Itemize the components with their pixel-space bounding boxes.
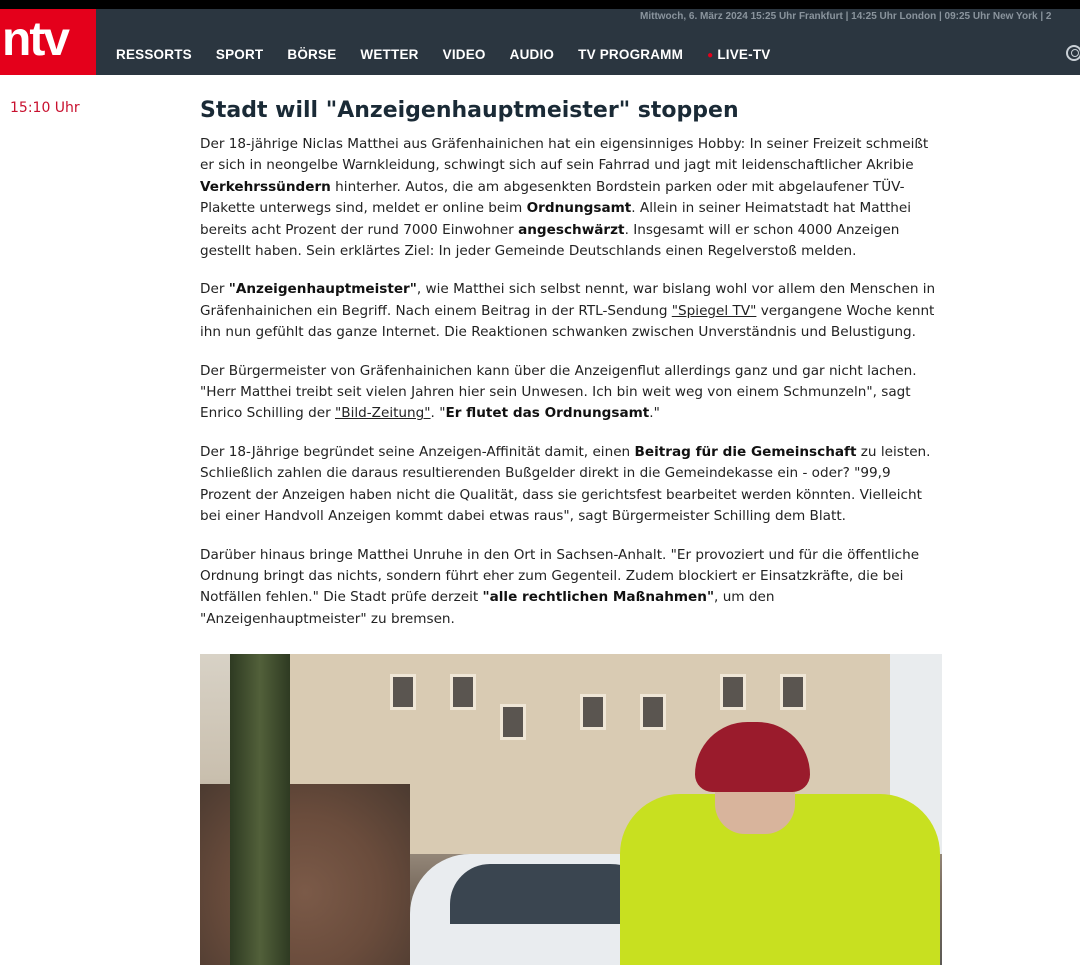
nav-item-live-tv[interactable]	[695, 47, 782, 62]
spiegel-tv-link[interactable]: "Spiegel TV"	[671, 302, 757, 319]
article-body	[200, 96, 942, 647]
bold-text: Er flutet das Ordnungsamt	[445, 405, 650, 422]
nav-item-tv-programm[interactable]: TV PROGRAMM	[578, 47, 684, 62]
text: , wie Matthei sich selbst nennt, war bislang wohl vor allem den Menschen in Gräfenhainichen ein Begriff. Nach einem Beitrag in der RTL-Sendung	[200, 281, 936, 319]
nav-item-ressorts[interactable]: RESSORTS	[116, 47, 192, 62]
photo-window	[780, 674, 806, 710]
site-header	[0, 9, 1080, 75]
text: vergangene Woche kennt ihn nun gefühlt das ganze Internet. Die Reaktionen schwanken zwischen Unverständnis und Belustigung.	[200, 302, 935, 341]
text: hinterher. Autos, die am abgesenkten Bordstein parken oder mit abgelaufener TÜV-Plakette unterwegs sind, meldet er online beim	[200, 178, 905, 217]
nav-item-wetter[interactable]: WETTER	[360, 47, 419, 62]
article-time: 15:10 Uhr	[10, 100, 80, 116]
bild-zeitung-link[interactable]: "Bild-Zeitung"	[334, 405, 431, 422]
live-tv-label: LIVE-TV	[717, 47, 771, 62]
article-paragraph-3	[200, 361, 942, 425]
article-photo[interactable]	[200, 654, 942, 965]
text: ."	[649, 405, 660, 422]
photo-window	[500, 704, 526, 740]
text: Der 18-jährige Niclas Matthei aus Gräfenhainichen hat ein eigensinniges Hobby: In seiner Freizeit schmeißt er sich in neongelbe Warnkleidung, schwingt sich auf sein Fahrrad und jagt mit leidenschaftlicher Akribie	[200, 136, 929, 174]
user-icon[interactable]	[1066, 45, 1080, 61]
live-dot-icon: ●	[707, 50, 714, 61]
ntv-logo[interactable]: ntv	[0, 9, 96, 75]
text: . "	[430, 405, 446, 422]
bold-text: "alle rechtlichen Maßnahmen"	[482, 589, 715, 606]
article-headline: Stadt will "Anzeigenhauptmeister" stoppen	[200, 98, 739, 123]
text: Darüber hinaus bringe Matthei Unruhe in den Ort in Sachsen-Anhalt. "Er provoziert und für die öffentliche Ordnung bringt das nichts, sondern führt eher zum Gegenteil. Zudem blockiert er Einsatzkräfte, die bei Notfällen fehlen." Die Stadt prüfe derzeit	[200, 546, 920, 606]
date-time-bar: Mittwoch, 6. März 2024 15:25 Uhr Frankfurt | 14:25 Uhr London | 09:25 Uhr New York | 2	[640, 11, 1052, 22]
article-paragraph-4	[200, 442, 942, 528]
nav-item-boerse[interactable]: BÖRSE	[287, 47, 337, 62]
text: , um den "Anzeigenhauptmeister" zu bremsen.	[200, 589, 775, 627]
text: Der	[200, 281, 229, 298]
bold-text: angeschwärzt	[518, 221, 625, 238]
text: . Allein in seiner Heimatstadt hat Matthei bereits acht Prozent der rund 7000 Einwohner	[200, 200, 912, 238]
nav-item-sport[interactable]: SPORT	[215, 47, 264, 62]
bold-text: Beitrag für die Gemeinschaft	[634, 443, 857, 460]
photo-window	[720, 674, 746, 710]
main-nav	[104, 47, 782, 62]
article-paragraph-1	[200, 134, 942, 262]
text: zu leisten. Schließlich zahlen die daraus resultierenden Bußgelder direkt in die Gemeindekasse ein - oder? "99,9 Prozent der Anzeigen haben nicht die Qualität, dass sie gerichtsfest bearbeitet werden könnten. Vielleicht bei einer Handvoll Anzeigen kommt dabei etwas raus", sagt Bürgermeister Schilling dem Blatt.	[200, 443, 931, 525]
nav-item-video[interactable]: VIDEO	[442, 47, 486, 62]
bold-text: "Anzeigenhauptmeister"	[228, 281, 417, 298]
article-paragraph-2	[200, 279, 942, 343]
text: Der 18-Jährige begründet seine Anzeigen-Affinität damit, einen	[200, 443, 635, 460]
text: . Insgesamt will er schon 4000 Anzeigen gestellt haben. Sein erklärtes Ziel: In jeder Gemeinde Deutschlands einen Regelverstoß melden.	[200, 221, 900, 260]
photo-window	[450, 674, 476, 710]
article-paragraph-5	[200, 545, 942, 631]
nav-item-audio[interactable]: AUDIO	[509, 47, 555, 62]
photo-window	[640, 694, 666, 730]
photo-tree	[230, 654, 290, 965]
bold-text: Verkehrssündern	[200, 178, 331, 195]
bold-text: Ordnungsamt	[526, 200, 632, 217]
photo-window	[390, 674, 416, 710]
top-strip	[0, 0, 1080, 9]
text: Der Bürgermeister von Gräfenhainichen kann über die Anzeigenflut allerdings ganz und gar nicht lachen. "Herr Matthei treibt seit vielen Jahren hier sein Unwesen. Ich bin weit weg von einem Schmunzeln", sagt Enrico Schilling der	[200, 362, 917, 422]
photo-window	[580, 694, 606, 730]
